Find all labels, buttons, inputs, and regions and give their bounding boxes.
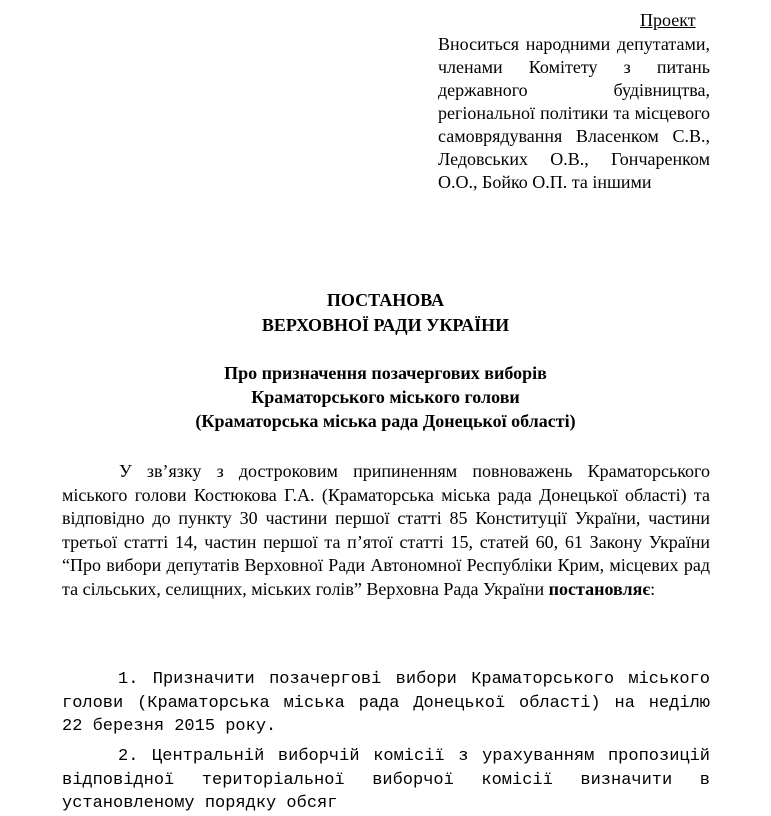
document-issuer: ВЕРХОВНОЇ РАДИ УКРАЇНИ	[261, 315, 510, 335]
resolution-item-2: 2. Центральній виборчій комісії з урахуванням пропозицій відповідної територіальної виборчої комісії визначити в установленому порядку обсяг	[62, 747, 710, 813]
preamble-text: У зв’язку з достроковим припиненням повноважень Краматорського міського голови Костюкова Г.А. (Краматорська міська рада Донецької області) та відповідно до пункту 30 частини першої статті 85 Конституції України, частини третьої статті 14, частин першої та п’ятої статті 15, статей 60, 61 Закону України “Про вибори депутатів Верховної Ради Автономної Республіки Крим, місцевих рад та сільських, селищних, міських голів” Верховна Рада України	[62, 461, 710, 599]
preamble-colon: :	[650, 578, 656, 599]
draft-label: Проект	[640, 10, 696, 30]
title-line-1: Про призначення позачергових виборів	[224, 363, 547, 383]
title-line-2: Краматорського міського голови	[251, 387, 520, 407]
document-type: ПОСТАНОВА	[326, 290, 445, 310]
resolves-word: постановляє	[548, 578, 651, 599]
submitted-by-note: Вноситься народними депутатами, членами Комітету з питань державного будівництва, регіональної політики та місцевого самоврядування Власенком С.В., Ледовських О.В., Гончаренком О.О., Бойко О.П. та іншими	[438, 34, 710, 192]
title-line-3: (Краматорська міська рада Донецької області)	[195, 411, 576, 431]
preamble-paragraph	[62, 460, 710, 601]
resolution-item-1: 1. Призначити позачергові вибори Краматорського міського голови (Краматорська міська рада Донецької області) на неділю 22 березня 2015 року.	[62, 670, 710, 736]
